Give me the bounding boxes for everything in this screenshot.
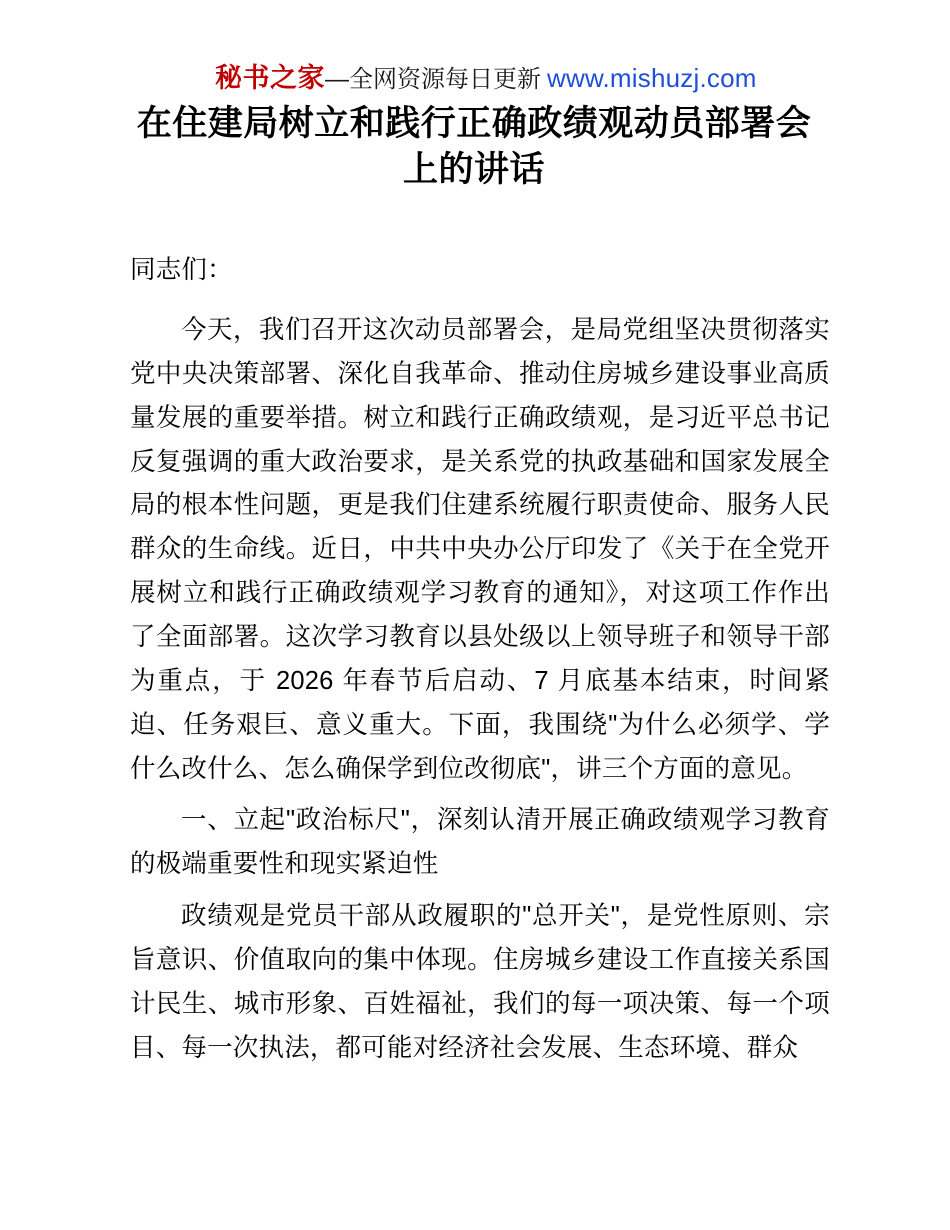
page-title: 在住建局树立和践行正确政绩观动员部署会上的讲话 bbox=[136, 103, 812, 189]
site-url-link[interactable]: www.mishuzj.com bbox=[547, 63, 757, 93]
site-brand-label: 秘书之家 bbox=[215, 63, 325, 93]
paragraph-section-1-body: 政绩观是党员干部从政履职的"总开关"，是党性原则、宗旨意识、价值取向的集中体现。住房城乡建设工作直接关系国计民生、城市形象、百姓福祉，我们的每一项决策、每一个项目、每一次执法，都可能对经济社会发展、生态环境、群众 bbox=[130, 902, 830, 1062]
document-body bbox=[130, 249, 830, 1070]
paragraph-opening: 今天，我们召开这次动员部署会，是局党组坚决贯彻落实党中央决策部署、深化自我革命、推动住房城乡建设事业高质量发展的重要举措。树立和践行正确政绩观，是习近平总书记反复强调的重大政治要求，是关系党的执政基础和国家发展全局的根本性问题，更是我们住建系统履行职责使命、服务人民群众的生命线。近日，中共中央办公厅印发了《关于在全党开展树立和践行正确政绩观学习教育的通知》，对这项工作作出了全面部署。这次学习教育以县处级以上领导班子和领导干部为重点，于 2026 年春节后启动、7 月底基本结束，时间紧迫、任务艰巨、意义重大。下面，我围绕"为什么必须学、学什么改什么、怎么确保学到位改彻底"，讲三个方面的意见。 bbox=[130, 316, 830, 783]
paragraph-salutation: 同志们： bbox=[130, 256, 233, 285]
paragraph-section-heading-1: 一、立起"政治标尺"，深刻认清开展正确政绩观学习教育的极端重要性和现实紧迫性 bbox=[130, 806, 830, 879]
brand-separator: — bbox=[325, 66, 349, 93]
site-tagline: 全网资源每日更新 bbox=[349, 66, 541, 93]
site-watermark-header bbox=[215, 62, 830, 95]
